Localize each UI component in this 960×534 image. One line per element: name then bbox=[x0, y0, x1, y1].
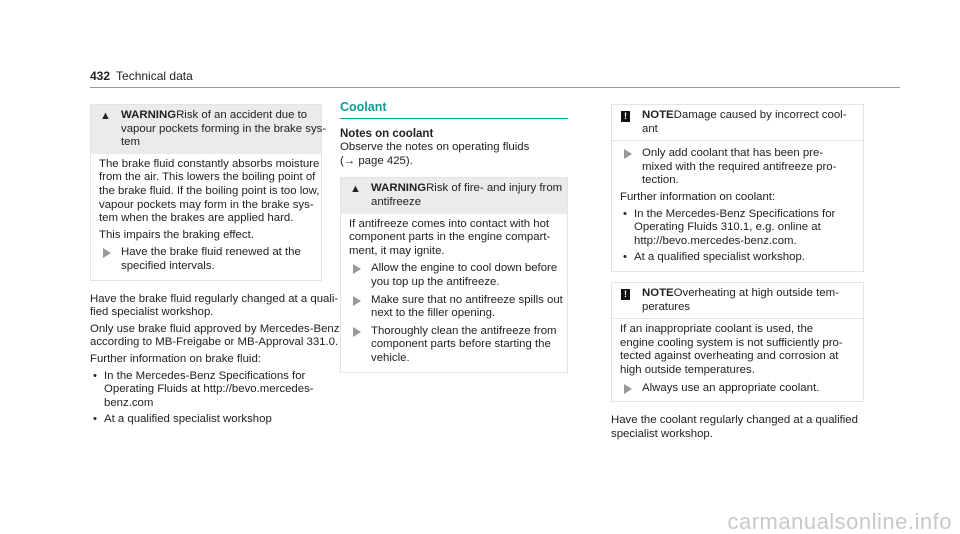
text-line: component parts in the engine compart- bbox=[349, 231, 551, 244]
text-block bbox=[642, 382, 855, 396]
text-line: http://bevo.mercedes-benz.com. bbox=[634, 234, 797, 247]
text-line bbox=[642, 287, 855, 301]
text-line: Allow the engine to cool down before bbox=[371, 262, 558, 275]
text-block bbox=[371, 325, 559, 366]
notice-title: Risk of an accident due to bbox=[176, 109, 308, 121]
text-block bbox=[642, 147, 855, 188]
text-line: ment, it may ignite. bbox=[349, 244, 445, 257]
notice-label: NOTE bbox=[642, 286, 674, 299]
text-line: Further information on coolant: bbox=[620, 190, 776, 203]
text-block bbox=[371, 182, 563, 209]
text-line: tem bbox=[121, 136, 140, 149]
arrow-icon bbox=[624, 149, 632, 159]
text-block bbox=[104, 413, 322, 427]
text-line: vapour pockets may form in the brake sys- bbox=[99, 198, 314, 211]
text-line: the brake fluid. If the boiling point is too low, bbox=[99, 184, 320, 197]
text-line: • At a qualified specialist workshop bbox=[104, 413, 272, 426]
warning-triangle-icon: ▲ bbox=[100, 110, 111, 122]
section-heading: Coolant bbox=[340, 101, 568, 119]
text-line bbox=[642, 109, 855, 123]
text-line: Operating Fluids at http://bevo.mercedes- bbox=[104, 383, 314, 396]
text-block bbox=[99, 157, 320, 226]
text-line: If an inappropriate coolant is used, the bbox=[620, 323, 814, 336]
text-line: mixed with the required antifreeze pro- bbox=[642, 160, 837, 173]
note-header bbox=[612, 105, 863, 141]
text-line: Always use an appropriate coolant. bbox=[642, 381, 820, 394]
notice-title: Risk of fire- and injury from bbox=[426, 182, 563, 195]
arrow-icon bbox=[353, 264, 361, 274]
instruction-step bbox=[349, 262, 559, 289]
text-line: high outside temperatures. bbox=[620, 363, 755, 376]
notice-title: Overheating at high outside tem- bbox=[673, 286, 839, 299]
text-line: component parts before starting the bbox=[371, 338, 551, 351]
section-title: Technical data bbox=[116, 69, 193, 83]
text-line: If antifreeze comes into contact with hot bbox=[349, 217, 550, 230]
text-line: The brake fluid constantly absorbs moisture bbox=[99, 157, 320, 170]
arrow-icon bbox=[353, 296, 361, 306]
arrow-icon bbox=[624, 384, 632, 394]
watermark: carmanualsonline.info bbox=[727, 509, 952, 534]
text-block bbox=[611, 414, 864, 441]
text-line: fied specialist workshop. bbox=[90, 306, 214, 319]
text-line: • In the Mercedes-Benz Specifications for bbox=[104, 369, 306, 382]
text-block bbox=[634, 208, 855, 249]
exclamation-icon: ! bbox=[621, 111, 630, 122]
warning-box bbox=[90, 104, 327, 281]
instruction-step bbox=[349, 293, 563, 321]
text-line: ant bbox=[642, 122, 658, 135]
bullet-item bbox=[90, 370, 322, 411]
text-line: Operating Fluids 310.1, e.g. online at bbox=[634, 221, 821, 234]
text-line: you top up the antifreeze. bbox=[371, 275, 500, 288]
bullet-item bbox=[620, 251, 855, 265]
text-line: tem when the brakes are applied hard. bbox=[99, 212, 294, 225]
text-line: Thoroughly clean the antifreeze from bbox=[371, 324, 557, 337]
text-block bbox=[620, 323, 855, 377]
text-line: according to MB-Freigabe or MB-Approval 331.0. bbox=[90, 336, 339, 349]
warning-triangle-icon: ▲ bbox=[350, 183, 361, 196]
text-line: specified intervals. bbox=[121, 259, 215, 272]
text-block bbox=[121, 246, 313, 273]
header-divider bbox=[90, 87, 900, 88]
left-column bbox=[90, 104, 340, 427]
text-block bbox=[90, 292, 339, 320]
instruction-step bbox=[620, 382, 855, 396]
notice-label: WARNING bbox=[371, 182, 427, 195]
text-line: Further information on brake fluid: bbox=[90, 352, 261, 365]
text-block bbox=[90, 353, 322, 367]
text-line: Have the brake fluid regularly changed at a quali- bbox=[90, 292, 339, 305]
text-block bbox=[642, 287, 855, 314]
warning-header bbox=[91, 105, 327, 154]
text-line bbox=[371, 182, 563, 196]
text-block bbox=[349, 218, 559, 259]
notice-label: NOTE bbox=[642, 109, 674, 121]
notice-label: WARNING bbox=[121, 109, 177, 121]
text-line: tected against overheating and corrosion at bbox=[620, 350, 839, 363]
text-line bbox=[121, 109, 313, 123]
bullet-item bbox=[90, 413, 322, 427]
bullet-item bbox=[620, 208, 855, 249]
warning-header bbox=[341, 178, 567, 213]
text-line: specialist workshop. bbox=[611, 427, 713, 440]
warning-box bbox=[340, 177, 568, 372]
text-block bbox=[371, 262, 559, 289]
text-line: engine cooling system is not sufficiently pro- bbox=[620, 336, 843, 349]
page-header bbox=[90, 70, 193, 84]
right-column bbox=[611, 104, 864, 441]
text-line: Make sure that no antifreeze spills out bbox=[371, 293, 563, 306]
text-block bbox=[634, 251, 855, 265]
text-line: from the air. This lowers the boiling point of bbox=[99, 171, 316, 184]
note-box bbox=[611, 282, 864, 402]
text-block bbox=[340, 141, 568, 168]
page-number: 432 bbox=[90, 69, 111, 83]
exclamation-icon: ! bbox=[621, 289, 630, 300]
text-block bbox=[121, 109, 327, 150]
text-line: peratures bbox=[642, 300, 691, 313]
text-block bbox=[620, 191, 855, 205]
text-block bbox=[90, 322, 340, 350]
text-line: This impairs the braking effect. bbox=[99, 228, 254, 241]
text-line: vehicle. bbox=[371, 351, 410, 364]
text-line: Have the coolant regularly changed at a qualified bbox=[611, 414, 858, 427]
text-line: benz.com bbox=[104, 396, 154, 409]
text-line: Observe the notes on operating fluids bbox=[340, 141, 530, 154]
text-line: (→ page 425). bbox=[340, 154, 413, 167]
text-line: Have the brake fluid renewed at the bbox=[121, 246, 301, 259]
arrow-icon bbox=[103, 248, 111, 258]
text-block bbox=[104, 370, 322, 411]
note-box bbox=[611, 104, 864, 272]
text-line: • In the Mercedes-Benz Specifications for bbox=[634, 207, 836, 220]
text-block bbox=[99, 229, 313, 243]
instruction-step bbox=[99, 246, 313, 273]
text-line: next to the filler opening. bbox=[371, 307, 496, 320]
subheading: Notes on coolant bbox=[340, 127, 434, 140]
text-line: • At a qualified specialist workshop. bbox=[634, 251, 805, 264]
text-block bbox=[642, 109, 855, 136]
notice-title: Damage caused by incorrect cool- bbox=[673, 109, 847, 121]
instruction-step bbox=[349, 325, 559, 366]
text-line: antifreeze bbox=[371, 195, 422, 208]
instruction-step bbox=[620, 147, 855, 188]
text-block bbox=[371, 293, 563, 321]
middle-column bbox=[340, 101, 568, 383]
text-line: Only use brake fluid approved by Mercedes-Benz bbox=[90, 322, 340, 335]
arrow-icon bbox=[353, 327, 361, 337]
text-line: Only add coolant that has been pre- bbox=[642, 147, 824, 160]
text-line: vapour pockets forming in the brake sys- bbox=[121, 122, 327, 135]
note-header bbox=[612, 283, 863, 319]
text-line: tection. bbox=[642, 174, 679, 187]
